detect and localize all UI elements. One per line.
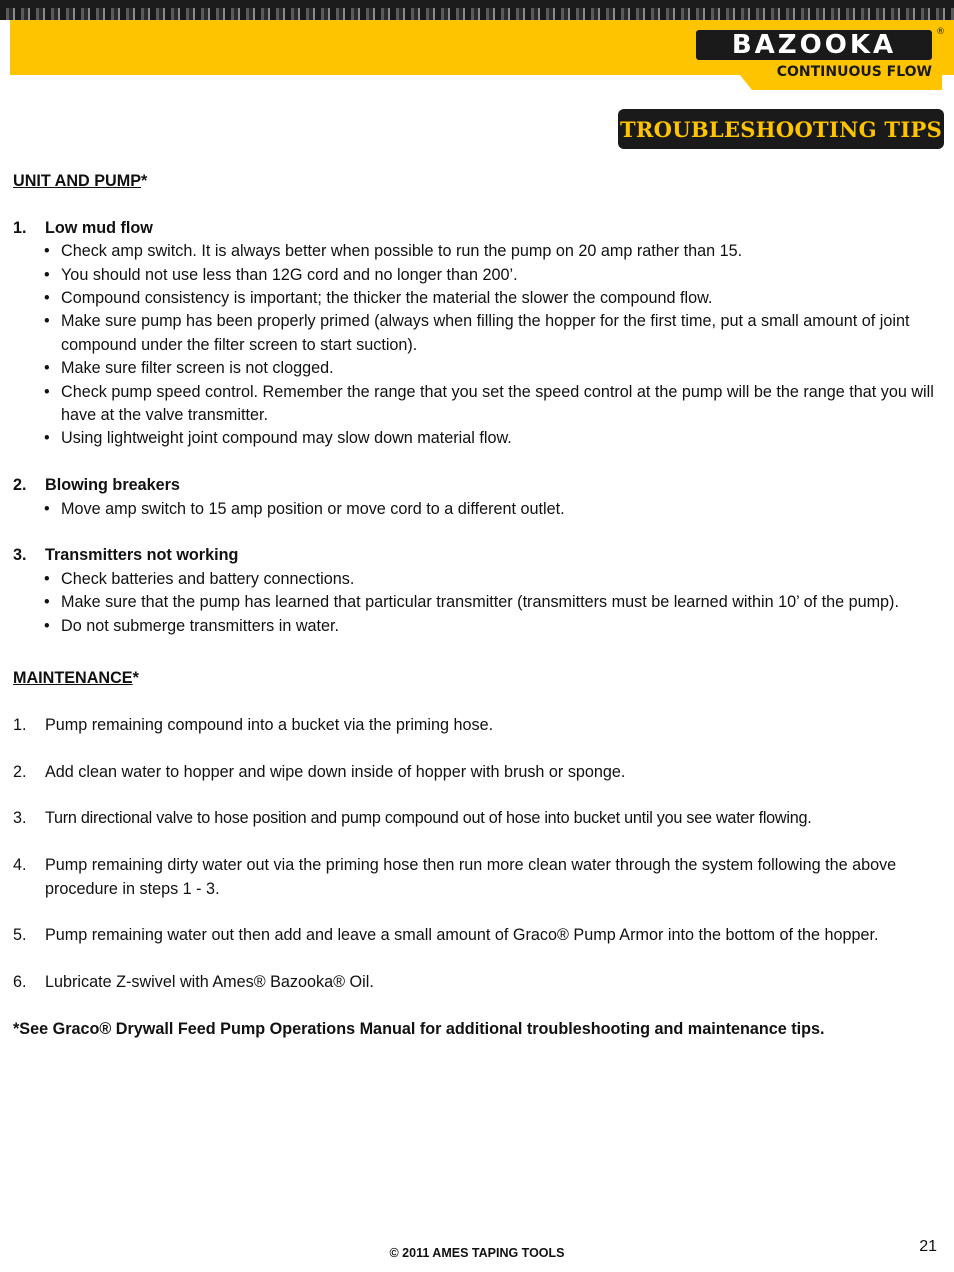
issue-title: Low mud flow (45, 218, 153, 237)
list-item: • Check batteries and battery connections. (44, 568, 938, 591)
page-title-box (618, 109, 944, 149)
issue-transmitters: 3. Transmitters not working • Check batteries and battery connections. • Make sure that the pump has learned that particular transmitter (transmitters must be learned within 10’ of the pump). • Do not submerge transmitters in water. (13, 544, 938, 638)
bullet-list (13, 498, 938, 521)
svg-text:CONTINUOUS FLOW: CONTINUOUS FLOW (776, 64, 932, 80)
list-item: • Using lightweight joint compound may slow down material flow. (44, 427, 938, 450)
list-item: • You should not use less than 12G cord and no longer than 200’. (44, 264, 938, 287)
maintenance-step: 1. Pump remaining compound into a bucket via the priming hose. (13, 715, 494, 734)
svg-text:BAZOOKA: BAZOOKA (731, 30, 897, 60)
maintenance-section-heading: MAINTENANCE* (13, 669, 139, 688)
list-item: • Check amp switch. It is always better when possible to run the pump on 20 amp rather than 15. (44, 240, 938, 263)
maintenance-step: 4. Pump remaining dirty water out via the priming hose then run more clean water through the system following the above procedure in steps 1 - 3. (13, 856, 897, 898)
bullet-list (13, 568, 938, 638)
list-item: • Compound consistency is important; the thicker the material the slower the compound flow. (44, 287, 938, 310)
list-item: • Check pump speed control. Remember the range that you set the speed control at the pump will be the range that you will have at the valve transmitter. (44, 381, 938, 428)
maintenance-step: 6. Lubricate Z-swivel with Ames® Bazooka® Oil. (13, 973, 374, 992)
footnote: *See Graco® Drywall Feed Pump Operations Manual for additional troubleshooting and maintenance tips. (13, 1020, 825, 1039)
unit-section-heading: UNIT AND PUMP* (13, 172, 148, 190)
issue-title: Blowing breakers (45, 476, 180, 495)
maintenance-step: 2. Add clean water to hopper and wipe down inside of hopper with brush or sponge. (13, 762, 626, 781)
maintenance-step: 3. Turn directional valve to hose position and pump compound out of hose into bucket until you see water flowing. (13, 809, 812, 828)
bullet-list (13, 240, 938, 451)
issue-low-mud-flow: 1. Low mud flow • Check amp switch. It is always better when possible to run the pump on 20 amp rather than 15. • You should not use less than 12G cord and no longer than 200’. • Compound consistency is important; the thicker the material the slower the compound flow. • Make sure pump has been properly primed (always when filling the hopper for the first time, put a small amount of joint compound under the filter screen to start suction). • Make sure filter screen is not clogged. • Check pump speed control. Remember the range that you set the speed control at the pump will be the range that you will have at the valve transmitter. • Using lightweight joint compound may slow down material flow. (13, 217, 938, 451)
page-title: TROUBLESHOOTING TIPS (619, 116, 943, 142)
list-item: • Move amp switch to 15 amp position or move cord to a different outlet. (44, 498, 938, 521)
header-texture-strip (0, 0, 954, 20)
page-number: 21 (919, 1238, 937, 1255)
issue-title: Transmitters not working (45, 546, 239, 565)
copyright: © 2011 AMES TAPING TOOLS (389, 1246, 565, 1260)
svg-text:®: ® (936, 27, 945, 37)
list-item: • Make sure that the pump has learned that particular transmitter (transmitters must be learned within 10’ of the pump). (44, 591, 938, 614)
maintenance-step: 5. Pump remaining water out then add and leave a small amount of Graco® Pump Armor into the bottom of the hopper. (13, 926, 879, 945)
issue-blowing-breakers: 2. Blowing breakers • Move amp switch to 15 amp position or move cord to a different outlet. (13, 474, 938, 521)
main-content (13, 170, 938, 1041)
list-item: • Make sure pump has been properly primed (always when filling the hopper for the first time, put a small amount of joint compound under the filter screen to start suction). (44, 310, 938, 357)
list-item: • Make sure filter screen is not clogged. (44, 357, 938, 380)
bazooka-logo (692, 26, 945, 90)
list-item: • Do not submerge transmitters in water. (44, 615, 938, 638)
